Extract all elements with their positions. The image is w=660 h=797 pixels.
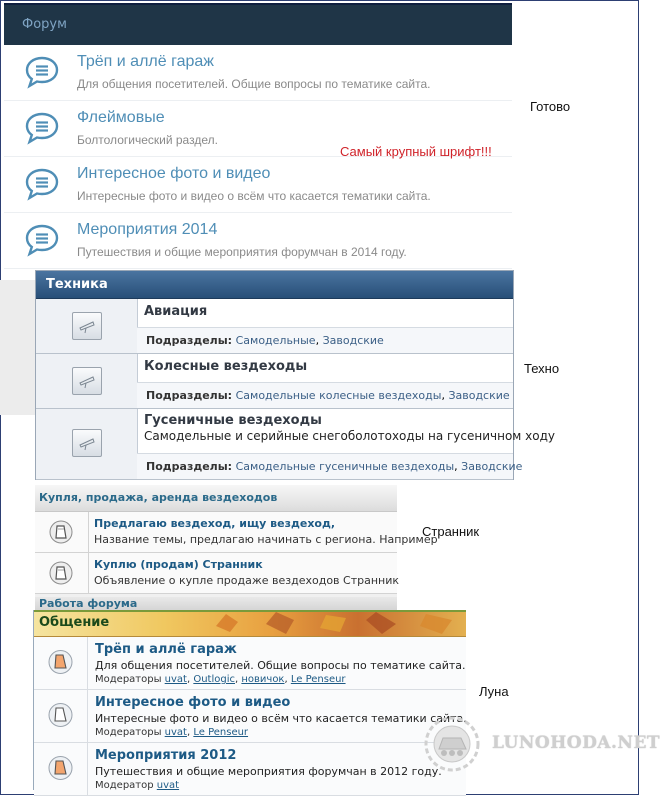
forum-description: Интересные фото и видео о всём что касается тематики сайта. [77,189,431,203]
forum-icon-cell [35,512,89,552]
forum-description: Название темы, предлагаю начинать с региона. Например [94,533,438,546]
forum-description: Самодельные и серийные снегоболотоходы на гусеничном ходу [144,429,556,443]
category-header: Купля, продажа, аренда вездеходов [35,485,397,512]
moderator-link[interactable]: Outlogic [193,674,235,685]
annotation-note: Самый крупный шрифт!!! [340,144,492,159]
forum-status-icon [49,520,73,544]
forum-style-strannik [35,485,438,610]
moderator-link[interactable]: uvat [164,727,187,738]
forum-title-link[interactable]: Предлагаю вездеход, ищу вездеход, [94,517,336,530]
forum-icon-cell [35,553,89,593]
forum-title-link[interactable]: Флеймовые [77,109,165,126]
moderator-link[interactable]: новичок [241,674,285,685]
forum-description: Путешествия и общие мероприятия форумчан в 2014 году. [77,245,407,259]
forum-icon-cell [34,743,88,795]
style-label-tekhno: Техно [524,361,560,376]
forum-status-icon [72,429,102,457]
style-label-strannik: Странник [422,524,480,539]
forum-header: Форум [4,3,512,45]
forum-title-link[interactable]: Авиация [144,304,208,319]
forum-title-link[interactable]: Интересное фото и видео [95,695,291,710]
chat-bubble-icon [24,223,60,257]
subforums-row: Подразделы: Самодельные, Заводские [137,327,513,353]
chat-bubble-icon [24,111,60,145]
moderators-label: Модераторы [95,674,162,685]
autumn-leaves-image [206,612,466,634]
subforum-link[interactable]: Самодельные гусеничные вездеходы [235,460,455,473]
forum-row[interactable] [35,512,438,553]
subforum-link[interactable]: Самодельные [235,334,316,347]
site-watermark: LUNOHODA.NET [492,733,660,753]
subforum-link[interactable]: Заводские [448,389,510,402]
forum-row[interactable] [34,690,466,743]
forum-style-luna [33,610,466,790]
moderators-line: Модераторы uvat, Outlogic, новичок, Le Penseur [95,674,346,685]
forum-title-link[interactable]: Интересное фото и видео [77,165,271,182]
forum-row[interactable] [4,157,512,213]
moderators-label: Модераторы [95,727,162,738]
forum-row[interactable] [34,637,466,690]
forum-icon-cell [34,637,88,689]
category-title: Общение [39,615,110,630]
forum-description: Объявление о купле продаже вездеходов Странник [94,574,400,587]
subforum-link[interactable]: Самодельные колесные вездеходы [235,389,442,402]
forum-title-link[interactable]: Трёп и аллё гараж [95,642,237,657]
forum-title-link[interactable]: Куплю (продам) Странник [94,558,263,571]
forum-status-icon [48,649,73,675]
forum-status-icon [48,755,73,781]
moderator-link[interactable]: uvat [164,674,187,685]
moderators-line: Модераторы uvat, Le Penseur [95,727,249,738]
subforums-label: Подразделы: [146,460,233,473]
forum-status-icon [72,312,102,340]
forum-icon-cell [36,409,138,479]
forum-status-icon [72,367,102,395]
forum-title-link[interactable]: Мероприятия 2014 [77,221,218,238]
background-gray-block [0,280,36,415]
chat-bubble-icon [24,55,60,89]
forum-row[interactable] [36,409,556,480]
forum-description: Путешествия и общие мероприятия форумчан в 2012 году. [95,765,442,778]
style-label-luna: Луна [479,684,509,699]
forum-row[interactable] [36,299,513,354]
forum-description: Для общения посетителей. Общие вопросы по тематике сайта. [77,77,431,91]
forum-description: Для общения посетителей. Общие вопросы по тематике сайта. [95,659,466,672]
forum-description: Интересные фото и видео о всём что касается тематики сайта. [95,712,467,725]
subforum-link[interactable]: Заводские [322,334,384,347]
moderator-link[interactable]: uvat [156,780,180,791]
forum-style-gotovo [4,3,512,265]
forum-icon-cell [36,299,138,353]
subforums-row: Подразделы: Самодельные колесные вездеходы, Заводские [137,382,513,408]
style-label-gotovo: Готово [530,99,571,114]
forum-title-link[interactable]: Мероприятия 2012 [95,748,237,763]
forum-row[interactable] [36,354,513,409]
subforum-link[interactable]: Заводские [461,460,523,473]
chat-bubble-icon [24,167,60,201]
forum-row[interactable] [35,553,400,594]
forum-status-icon [48,702,73,728]
forum-icon-cell [34,690,88,742]
forum-title-link[interactable]: Колесные вездеходы [144,359,308,374]
subforums-label: Подразделы: [146,389,233,402]
moderator-link[interactable]: Le Penseur [193,727,249,738]
subforums-label: Подразделы: [146,334,233,347]
forum-description: Болтологический раздел. [77,133,218,147]
forum-row[interactable] [4,213,512,269]
subforums-row: Подразделы: Самодельные гусеничные вездеходы, Заводские [137,453,513,479]
category-header: Техника [36,271,513,299]
forum-row[interactable] [34,743,466,796]
moderator-link[interactable]: Le Penseur [290,674,346,685]
forum-status-icon [49,561,73,585]
forum-icon-cell [36,354,138,408]
forum-row[interactable] [4,45,512,101]
category-header [34,610,466,637]
moderators-label: Модератор [95,780,154,791]
category-header: Работа форума [35,597,397,610]
forum-title-link[interactable]: Трёп и аллё гараж [77,53,214,70]
moderators-line [95,780,179,791]
forum-title-link[interactable]: Гусеничные вездеходы [144,413,322,428]
